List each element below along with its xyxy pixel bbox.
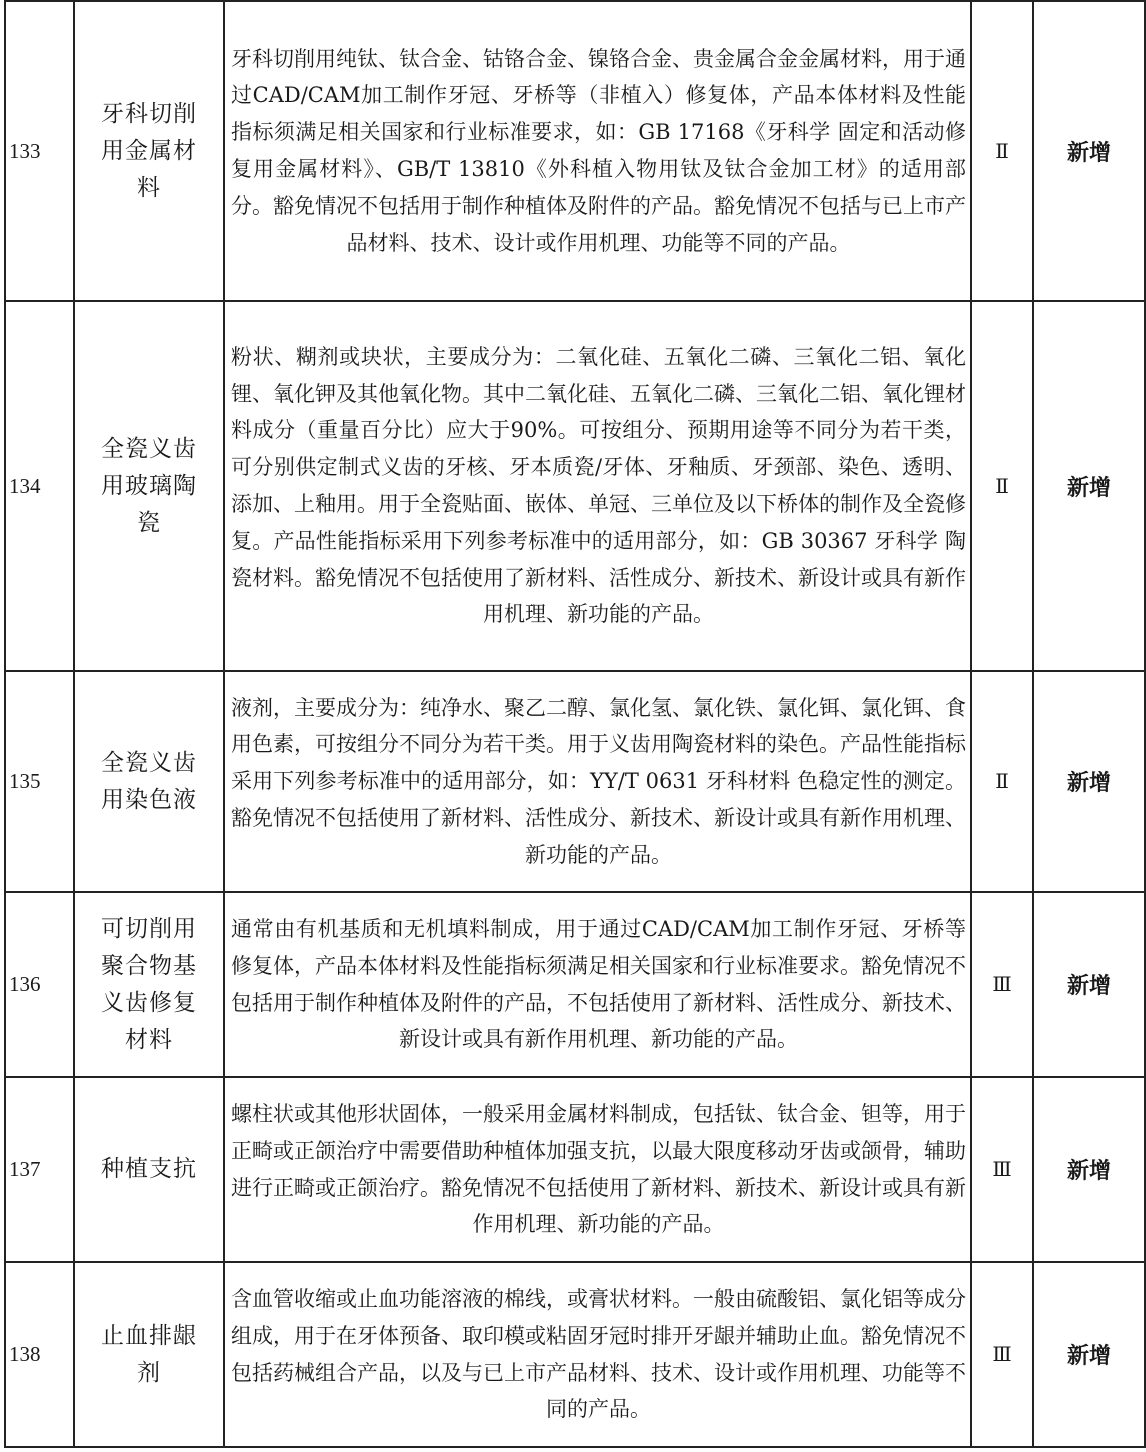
product-name-cell <box>74 1077 224 1262</box>
management-class: Ⅲ <box>971 1262 1033 1447</box>
product-name: 止血排龈剂 <box>101 1322 197 1386</box>
product-name: 种植支抗 <box>101 1156 197 1182</box>
product-description: 通常由有机基质和无机填料制成，用于通过CAD/CAM加工制作牙冠、牙桥等修复体，产品本体材料及性能指标须满足相关国家和行业标准要求。豁免情况不包括用于制作种植体及附件的产品，不包括使用了新材料、活性成分、新技术、新设计或具有新作用机理、新功能的产品。 <box>224 892 971 1077</box>
product-name-cell <box>74 1 224 301</box>
product-description: 粉状、糊剂或块状，主要成分为：二氧化硅、五氧化二磷、三氧化二铝、氧化锂、氧化钾及其他氧化物。其中二氧化硅、五氧化二磷、三氧化二铝、氧化锂材料成分（重量百分比）应大于90%。可按组分、预期用途等不同分为若干类，可分别供定制式义齿的牙核、牙本质瓷/牙体、牙釉质、牙颈部、染色、透明、添加、上釉用。用于全瓷贴面、嵌体、单冠、三单位及以下桥体的制作及全瓷修复。产品性能指标采用下列参考标准中的适用部分，如：GB 30367 牙科学 陶瓷材料。豁免情况不包括使用了新材料、活性成分、新技术、新设计或具有新作用机理、新功能的产品。 <box>224 301 971 671</box>
status-label: 新增 <box>1033 892 1145 1077</box>
product-description: 牙科切削用纯钛、钛合金、钴铬合金、镍铬合金、贵金属合金金属材料，用于通过CAD/CAM加工制作牙冠、牙桥等（非植入）修复体，产品本体材料及性能指标须满足相关国家和行业标准要求，如：GB 17168《牙科学 固定和活动修复用金属材料》、GB/T 13810《外科植入物用钛及钛合金加工材》的适用部分。豁免情况不包括用于制作种植体及附件的产品。豁免情况不包括与已上市产品材料、技术、设计或作用机理、功能等不同的产品。 <box>224 1 971 301</box>
product-name-cell <box>74 301 224 671</box>
product-name: 全瓷义齿用染色液 <box>101 749 197 813</box>
management-class: Ⅲ <box>971 1077 1033 1262</box>
management-class: Ⅱ <box>971 1 1033 301</box>
status-label: 新增 <box>1033 1077 1145 1262</box>
status-label: 新增 <box>1033 1262 1145 1447</box>
status-label: 新增 <box>1033 301 1145 671</box>
management-class: Ⅲ <box>971 892 1033 1077</box>
product-name-cell <box>74 892 224 1077</box>
table-row <box>5 301 1145 671</box>
row-number: 136 <box>5 892 74 1077</box>
row-number: 134 <box>5 301 74 671</box>
row-number: 137 <box>5 1077 74 1262</box>
product-name: 牙科切削用金属材料 <box>101 100 197 201</box>
product-description: 含血管收缩或止血功能溶液的棉线，或膏状材料。一般由硫酸铝、氯化铝等成分组成，用于在牙体预备、取印模或粘固牙冠时排开牙龈并辅助止血。豁免情况不包括药械组合产品，以及与已上市产品材料、技术、设计或作用机理、功能等不同的产品。 <box>224 1262 971 1447</box>
product-name-cell <box>74 1262 224 1447</box>
row-number: 133 <box>5 1 74 301</box>
status-label: 新增 <box>1033 671 1145 892</box>
product-name: 可切削用聚合物基义齿修复材料 <box>101 915 197 1053</box>
table-row <box>5 892 1145 1077</box>
table-row <box>5 671 1145 892</box>
product-name: 全瓷义齿用玻璃陶瓷 <box>101 435 197 536</box>
management-class: Ⅱ <box>971 301 1033 671</box>
page-bottom-edge <box>0 1448 1080 1452</box>
table-row <box>5 1 1145 301</box>
row-number: 138 <box>5 1262 74 1447</box>
management-class: Ⅱ <box>971 671 1033 892</box>
row-number: 135 <box>5 671 74 892</box>
product-name-cell <box>74 671 224 892</box>
table-row <box>5 1262 1145 1447</box>
table-row <box>5 1077 1145 1262</box>
product-description: 螺柱状或其他形状固体，一般采用金属材料制成，包括钛、钛合金、钽等，用于正畸或正颌治疗中需要借助种植体加强支抗，以最大限度移动牙齿或颌骨，辅助进行正畸或正颌治疗。豁免情况不包括使用了新材料、新技术、新设计或具有新作用机理、新功能的产品。 <box>224 1077 971 1262</box>
product-description: 液剂，主要成分为：纯净水、聚乙二醇、氯化氢、氯化铁、氯化铒、氯化铒、食用色素，可按组分不同分为若干类。用于义齿用陶瓷材料的染色。产品性能指标采用下列参考标准中的适用部分，如：YY/T 0631 牙科材料 色稳定性的测定。豁免情况不包括使用了新材料、活性成分、新技术、新设计或具有新作用机理、新功能的产品。 <box>224 671 971 892</box>
status-label: 新增 <box>1033 1 1145 301</box>
device-catalog-table <box>4 0 1146 1448</box>
